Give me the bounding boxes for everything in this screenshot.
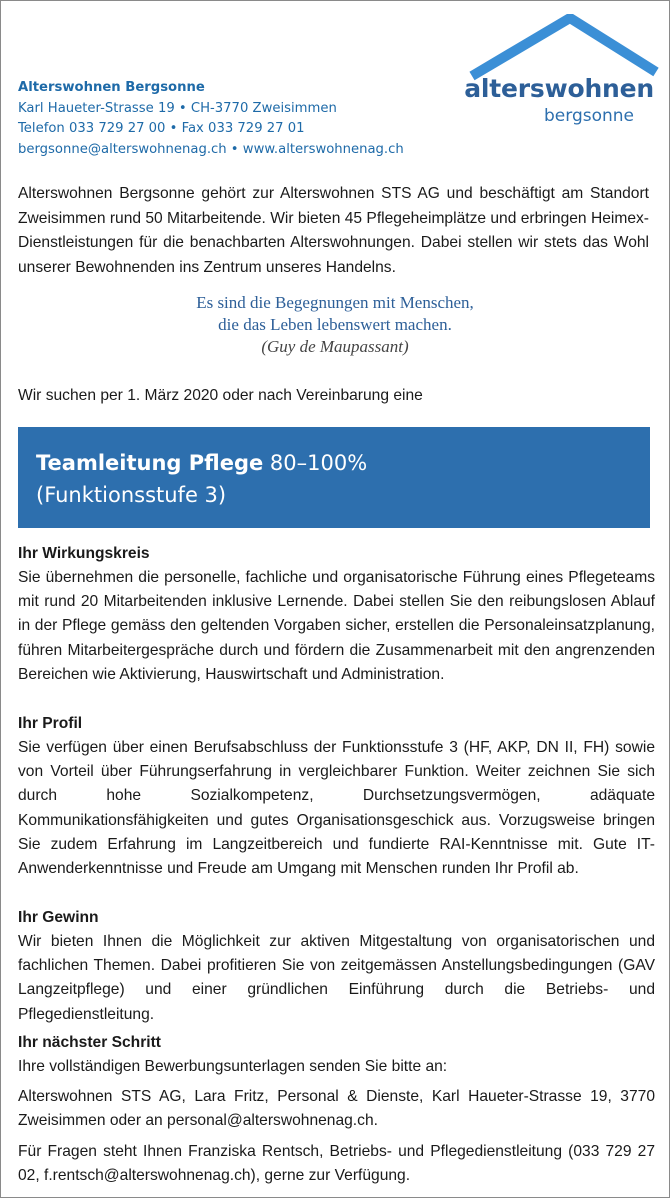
contact-questions: Für Fragen steht Ihnen Franziska Rentsch, Betriebs- und Pflegedienstleitung (033 729 27 02, f.rentsch@alterswohnenag.ch), gerne zur Verfügung. <box>18 1142 655 1184</box>
contact-web[interactable]: bergsonne@alterswohnenag.ch • www.alterswohnenag.ch <box>18 141 404 157</box>
section-gewinn <box>18 906 655 1027</box>
quote-line-1: Es sind die Begegnungen mit Menschen, <box>196 293 474 312</box>
section-text: Sie übernehmen die personelle, fachliche und organisatorische Führung eines Pflegeteams mit rund 20 Mitarbeitenden inklusive Lernende. Dabei stellen Sie den reibungslosen Ablauf in der Pflege gemäss den geltenden Vorgaben sicher, erstellen die Personaleinsatzplanung, führen Mitarbeitergespräche durch und fördern die Zusammenarbeit mit den angrenzenden Bereichen wie Aktivierung, Hauswirtschaft und Administration. <box>18 569 655 683</box>
job-title-banner <box>18 427 650 528</box>
quote-block <box>0 292 670 358</box>
section-profil <box>18 712 655 881</box>
section-heading: Ihr Wirkungskreis <box>18 545 150 562</box>
job-title: Teamleitung Pflege <box>36 451 264 475</box>
logo-wordmark: alterswohnen <box>464 74 654 103</box>
job-pensum: 80–100% <box>263 451 368 475</box>
contact-address: Karl Haueter-Strasse 19 • CH-3770 Zweisimmen <box>18 100 337 116</box>
intro-paragraph: Alterswohnen Bergsonne gehört zur Alterswohnen STS AG und beschäftigt am Standort Zweisimmen rund 50 Mitarbeitende. Wir bieten 45 Pflegeheimplätze und erbringen Heimex-Dienstleistungen für die benachbarten Alterswohnungen. Dabei stellen wir stets das Wohl unserer Bewohnenden ins Zentrum unseres Handelns. <box>18 185 649 276</box>
quote-author: (Guy de Maupassant) <box>261 337 409 356</box>
logo-subtitle: bergsonne <box>544 106 634 126</box>
contact-org: Alterswohnen Bergsonne <box>18 80 205 95</box>
section-text: Ihre vollständigen Bewerbungsunterlagen senden Sie bitte an: <box>18 1058 448 1075</box>
section-wirkungskreis <box>18 542 655 687</box>
section-naechster-schritt <box>18 1031 655 1188</box>
section-text: Sie verfügen über einen Berufsabschluss der Funktionsstufe 3 (HF, AKP, DN II, FH) sowie von Vorteil über Führungserfahrung in vergleichbarer Funktion. Weiter zeichnen Sie sich durch hohe Sozialkompetenz, Durchsetzungsvermögen, adäquate Kommunikationsfähigkeiten und gutes Organisationsgeschick aus. Vorzugsweise bringen Sie zudem Erfahrung im Langzeitbereich und fundierte RAI-Kenntnisse mit. Gute IT-Anwenderkenntnisse und Freude am Umgang mit Menschen runden Ihr Profil ab. <box>18 739 655 878</box>
section-text: Wir bieten Ihnen die Möglichkeit zur aktiven Mitgestaltung von organisatorischen und fachlichen Themen. Dabei profitieren Sie von zeitgemässen Anstellungsbedingungen (GAV Langzeitpflege) und einer gründlichen Einführung durch die Betriebs- und Pflegedienstleitung. <box>18 933 655 1023</box>
section-heading: Ihr Profil <box>18 715 83 732</box>
job-level: (Funktionsstufe 3) <box>36 483 227 507</box>
contact-phone: Telefon 033 729 27 00 • Fax 033 729 27 01 <box>18 121 305 136</box>
logo <box>430 14 660 124</box>
section-heading: Ihr nächster Schritt <box>18 1034 161 1051</box>
application-address: Alterswohnen STS AG, Lara Fritz, Personal & Dienste, Karl Haueter-Strasse 19, 3770 Zweisimmen oder an personal@alterswohnenag.ch. <box>18 1088 655 1130</box>
contact-block <box>18 78 448 160</box>
quote-line-2: die das Leben lebenswert machen. <box>218 315 452 334</box>
section-heading: Ihr Gewinn <box>18 909 99 926</box>
lead-text: Wir suchen per 1. März 2020 oder nach Vereinbarung eine <box>18 387 423 404</box>
